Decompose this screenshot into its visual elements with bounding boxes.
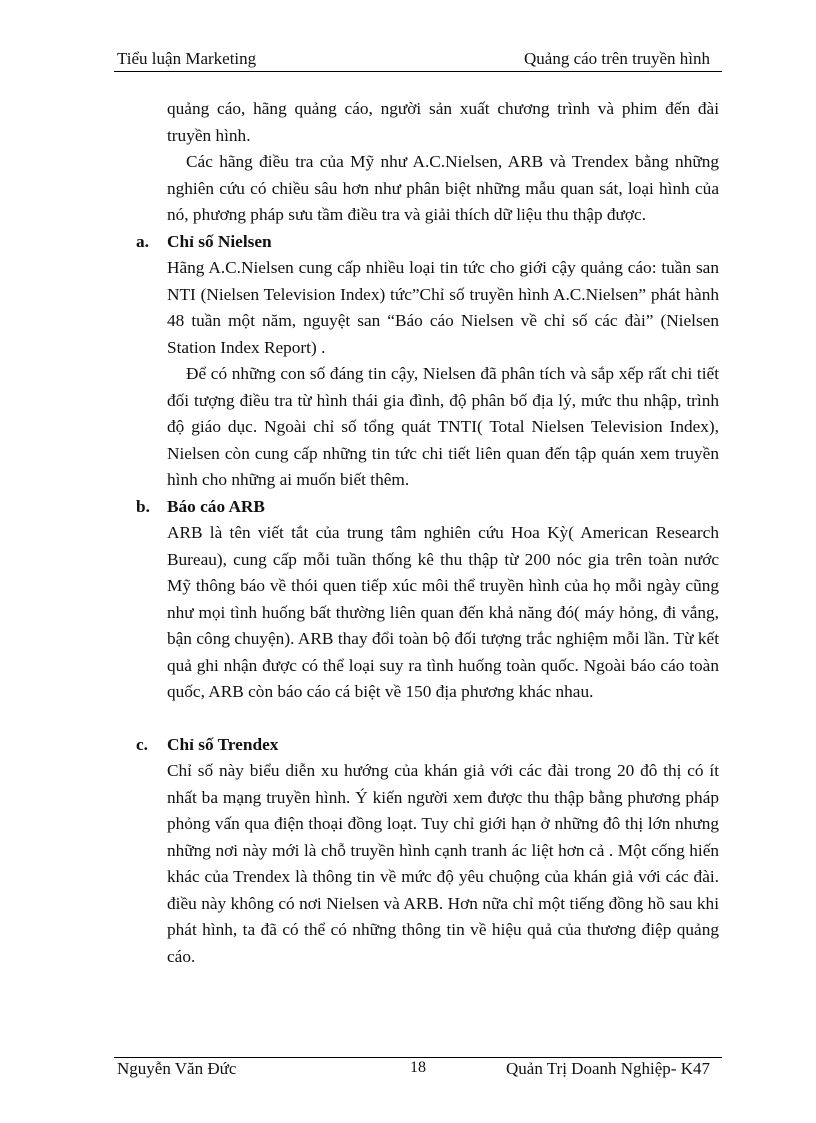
section-paragraph: Để có những con số đáng tin cậy, Nielsen đã phân tích và sắp xếp rất chi tiết đối tượng điều tra từ hình thái gia đình, độ phân bố địa lý, mức thu nhập, trình độ giáo dục. Ngoài chỉ số tổng quát TNTI( Total Nielsen Television Index), Nielsen còn cung cấp những tin tức chi tiết liên quan đến tập quán xem truyền hình cho những ai muốn biết thêm. [167, 364, 719, 489]
section-title: Báo cáo ARB [167, 496, 265, 516]
section-arb [136, 494, 719, 706]
header-left-title: Tiểu luận Marketing [117, 49, 257, 68]
section-nielsen [136, 229, 719, 494]
footer-divider [114, 1057, 722, 1058]
section-marker: a. [136, 231, 149, 251]
section-heading [136, 494, 719, 521]
intro-paragraph: Các hãng điều tra của Mỹ như A.C.Nielsen, ARB và Trendex bằng những nghiên cứu có chiều sâu hơn như phân biệt những mẫu quan sát, loại hình của nó, phương pháp sưu tầm điều tra và giải thích dữ liệu thu thập được. [167, 152, 719, 224]
section-heading [136, 732, 719, 759]
document-body [136, 96, 719, 970]
section-paragraph: Hãng A.C.Nielsen cung cấp nhiều loại tin tức cho giới cậy quảng cáo: tuần san NTI (Nielsen Television Index) tức”Chỉ số truyền hình A.C.Nielsen” phát hành 48 tuần một năm, nguyệt san “Báo cáo Nielsen về chỉ số các đài” (Nielsen Station Index Report) . [167, 258, 719, 357]
section-trendex [136, 732, 719, 971]
header-divider [114, 71, 722, 72]
section-title: Chỉ số Trendex [167, 734, 279, 754]
section-marker: b. [136, 496, 150, 516]
footer-author: Nguyễn Văn Đức [117, 1059, 237, 1078]
blank-line [167, 706, 719, 732]
header-right-title: Quảng cáo trên truyền hình [524, 49, 710, 68]
section-paragraph: Chỉ số này biểu diễn xu hướng của khán giả với các đài trong 20 đô thị có ít nhất ba mạng truyền hình. Ý kiến người xem được thu thập bằng phương pháp phỏng vấn qua điện thoại đồng loạt. Tuy chỉ giới hạn ở những đô thị lớn nhưng những nơi này mới là chỗ truyền hình cạnh tranh ác liệt hơn cả . Một cống hiến khác của Trendex là thông tin về mức độ yêu chuộng của khán giả với các đài. điều này không có nơi Nielsen và ARB. Hơn nữa chỉ một tiếng đồng hồ sau khi phát hình, ta đã có thể có những thông tin về hiệu quả của thương điệp quảng cáo. [167, 761, 719, 966]
section-marker: c. [136, 734, 148, 754]
section-title: Chỉ số Nielsen [167, 231, 272, 251]
footer-course: Quản Trị Doanh Nghiệp- K47 [506, 1059, 710, 1078]
intro-continuation: quảng cáo, hãng quảng cáo, người sản xuất chương trình và phim đến đài truyền hình. [167, 99, 719, 145]
section-heading [136, 229, 719, 256]
section-paragraph: ARB là tên viết tắt của trung tâm nghiên cứu Hoa Kỳ( American Research Bureau), cung cấp mỗi tuần thống kê thu thập từ 200 nóc gia trên toàn nước Mỹ thông báo về thói quen tiếp xúc môi thể truyền hình của họ mỗi ngày cũng như mọi tình huống bất thường liên quan đến khả năng đó( máy hỏng, đi vắng, bận công chuyện). ARB thay đổi toàn bộ đối tượng trắc nghiệm mỗi lần. Từ kết quả ghi nhận được có thể loại suy ra tình huống toàn quốc. Ngoài báo cáo toàn quốc, ARB còn báo cáo cá biệt về 150 địa phương khác nhau. [167, 523, 719, 701]
page-number: 18 [410, 1059, 426, 1076]
